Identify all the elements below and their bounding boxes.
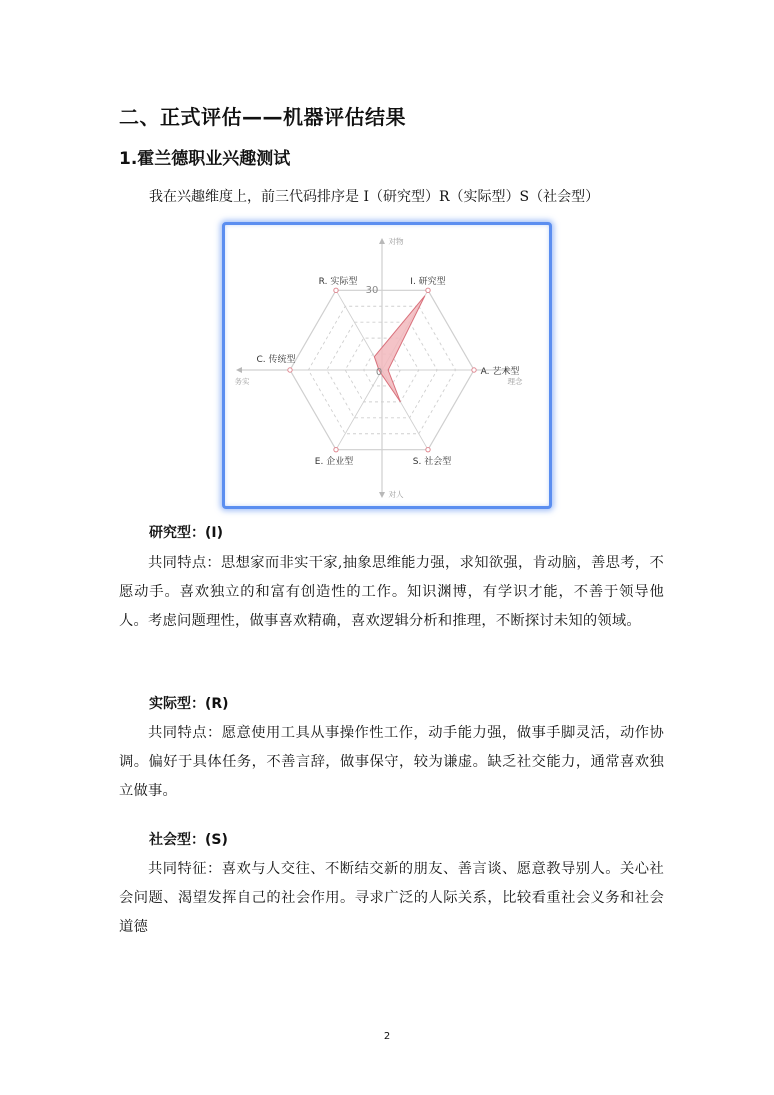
axis-label-3: E. 企业型 bbox=[314, 457, 354, 467]
axis-label-2: S. 社会型 bbox=[412, 457, 452, 467]
axis-point-4 bbox=[288, 368, 292, 372]
radar-svg bbox=[225, 225, 549, 506]
axis-label-1: A. 艺术型 bbox=[480, 367, 520, 377]
axis-label-5: R. 实际型 bbox=[318, 277, 358, 287]
section-title-realistic: 实际型：(R) bbox=[149, 696, 229, 712]
section-text-social: 共同特征：喜欢与人交往、不断结交新的朋友、善言谈、愿意教导别人。关心社会问题、渴望发挥自己的社会作用。寻求广泛的人际关系，比较看重社会义务和社会道德 bbox=[119, 861, 664, 935]
section-text-realistic: 共同特点：愿意使用工具从事操作性工作，动手能力强，做事手脚灵活，动作协调。偏好于具体任务，不善言辞，做事保守，较为谦虚。缺乏社交能力，通常喜欢独立做事。 bbox=[119, 725, 664, 799]
axis-point-1 bbox=[472, 368, 476, 372]
section-title-investigative: 研究型：(I) bbox=[149, 525, 224, 541]
section-title-social: 社会型：(S) bbox=[149, 832, 228, 848]
dimension-label-left: 务实 bbox=[234, 377, 250, 386]
dimension-label-right: 理念 bbox=[507, 377, 523, 386]
dimension-label-top: 对物 bbox=[388, 237, 404, 246]
holland-radar-chart bbox=[222, 222, 552, 509]
dimension-label-bottom: 对人 bbox=[388, 490, 404, 499]
axis-point-5 bbox=[334, 288, 338, 292]
intro-text: 我在兴趣维度上，前三代码排序是 I（研究型）R（实际型）S（社会型） bbox=[149, 189, 600, 205]
axis-point-2 bbox=[426, 447, 430, 451]
page-number: 2 bbox=[383, 1031, 391, 1042]
spoke-3 bbox=[336, 370, 382, 450]
axis-point-0 bbox=[426, 288, 430, 292]
axis-label-4: C. 传统型 bbox=[256, 355, 296, 365]
section-heading: 二、正式评估——机器评估结果 bbox=[119, 105, 406, 129]
subsection-heading: 1.霍兰德职业兴趣测试 bbox=[119, 149, 291, 169]
axis-label-0: I. 研究型 bbox=[410, 277, 446, 287]
section-text-investigative: 共同特点：思想家而非实干家,抽象思维能力强，求知欲强，肯动脑，善思考，不愿动手。喜欢独立的和富有创造性的工作。知识渊博，有学识才能，不善于领导他人。考虑问题理性，做事喜欢精确，喜欢逻辑分析和推理，不断探讨未知的领域。 bbox=[119, 555, 664, 629]
tick-label-zero: 0 bbox=[375, 367, 383, 378]
axis-point-3 bbox=[334, 447, 338, 451]
tick-label-max: 30 bbox=[365, 285, 379, 296]
